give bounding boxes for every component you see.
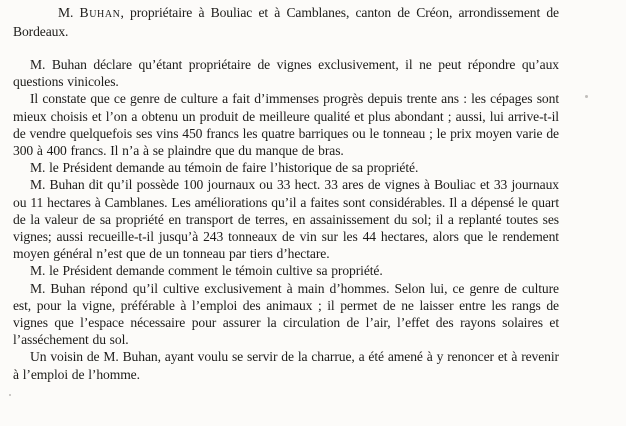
document-heading bbox=[13, 3, 559, 41]
paragraph: Un voisin de M. Buhan, ayant voulu se servir de la charrue, a été amené à y renoncer et à revenir à l’emploi de l’homme. bbox=[13, 349, 559, 382]
paragraph: M. Buhan dit qu’il possède 100 journaux ou 33 hect. 33 ares de vignes à Bouliac et 33 journaux ou 11 hectares à Camblanes. Les améliorations qu’il a faites sont considérables. Il a dépensé le quart de la valeur de sa propriété en transport de terres, en assainissement du sol; il a replanté toutes ses vignes; aussi recueille-t-il jusqu’à 243 tonneaux de vin sur les 44 hectares, alors que le rendement moyen général n’est que de un tonneau par tiers d’hectare. bbox=[13, 177, 559, 262]
heading-rest: , propriétaire à Bouliac et à Camblanes, canton de Créon, arrondissement de Bordeaux. bbox=[13, 5, 559, 39]
heading-name-smallcaps: Buhan bbox=[79, 5, 121, 20]
paragraph: M. Buhan répond qu’il cultive exclusivement à main d’hommes. Selon lui, ce genre de culture est, pour la vigne, préférable à l’emploi des animaux ; il permet de ne laisser entre les rangs de vignes que l’espace nécessaire pour assurer la circulation de l’air, l’effet des rayons solaires et l’asséchement du sol. bbox=[13, 280, 559, 348]
paragraph: M. le Président demande comment le témoin cultive sa propriété. bbox=[30, 263, 383, 279]
scan-speck bbox=[585, 95, 588, 98]
paragraph: Il constate que ce genre de culture a fait d’immenses progrès depuis trente ans : les cépages sont mieux choisis et l’on a obtenu un produit de meilleure qualité et plus abondant ; aussi, lui arrive-t-il de vendre quelquefois ses vins 450 francs les quatre barriques ou le tonneau ; le prix moyen varie de 300 à 400 francs. Il n’a à se plaindre que du manque de bras. bbox=[13, 91, 559, 159]
scan-speck bbox=[9, 394, 11, 396]
heading-prefix: M. bbox=[58, 5, 80, 20]
paragraph: M. Buhan déclare qu’étant propriétaire de vignes exclusivement, il ne peut répondre qu’aux questions vinicoles. bbox=[13, 57, 559, 90]
paragraph: M. le Président demande au témoin de faire l’historique de sa propriété. bbox=[30, 160, 419, 176]
